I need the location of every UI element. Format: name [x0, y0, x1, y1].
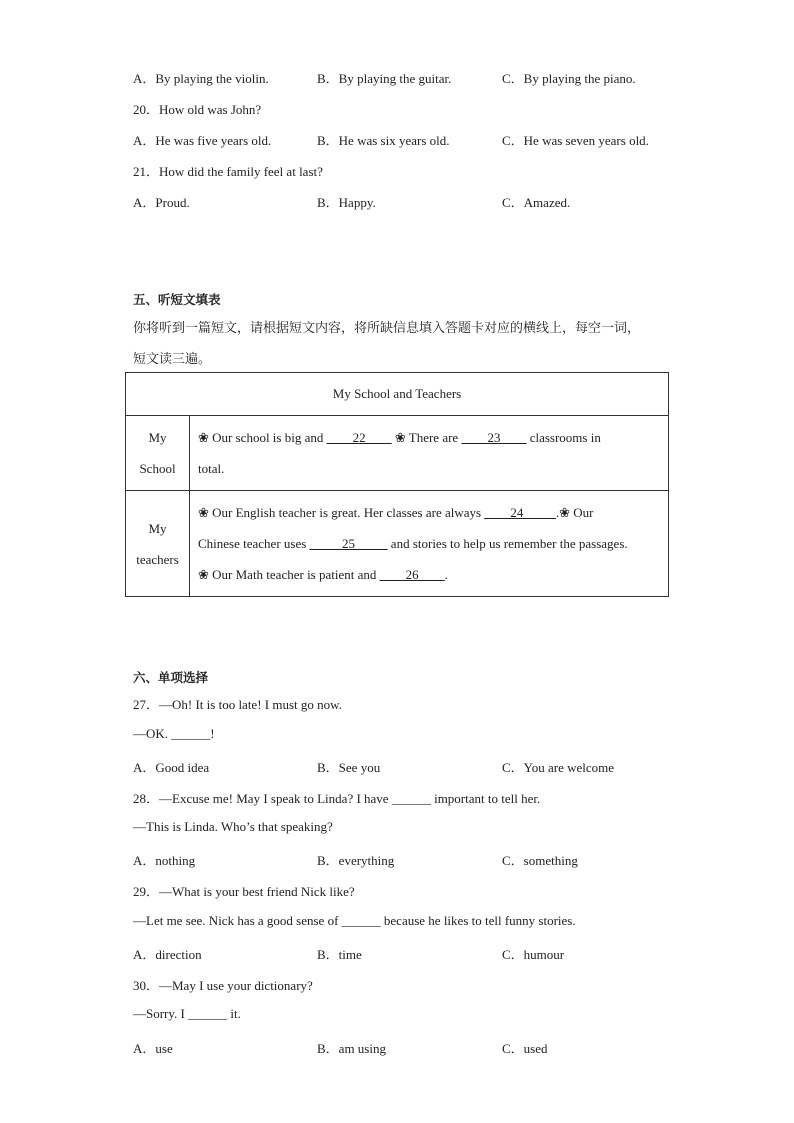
q21-stem: 21．How did the family feel at last?: [133, 164, 323, 179]
school-teachers-table: [125, 372, 669, 597]
q30-line2: —Sorry. I ______ it.: [133, 1006, 241, 1021]
teachers-text-3: Chinese teacher uses: [198, 536, 310, 551]
teachers-text-2: .❀ Our: [555, 505, 594, 520]
row-content-school: [190, 416, 669, 491]
q21-option-b[interactable]: B．Happy.: [317, 195, 376, 210]
blank-23[interactable]: ____23____: [461, 430, 527, 445]
q28-option-a[interactable]: A．nothing: [133, 853, 196, 868]
q29-option-b[interactable]: B．time: [317, 947, 362, 962]
school-text-2: ❀ There are: [391, 430, 462, 445]
q20-option-b[interactable]: B．He was six years old.: [317, 133, 450, 148]
q29-option-c[interactable]: C．humour: [502, 947, 565, 962]
school-text-3: classrooms in: [526, 430, 601, 445]
q20-option-c[interactable]: C．He was seven years old.: [502, 133, 649, 148]
q19-options: [133, 68, 693, 86]
q21-options: [133, 192, 693, 210]
q28-option-b[interactable]: B．everything: [317, 853, 395, 868]
section6-title: 六、单项选择: [133, 670, 209, 685]
table-row-school: [126, 416, 669, 491]
q29-line2: —Let me see. Nick has a good sense of ______ because he likes to tell funny stories.: [133, 913, 576, 928]
q19-option-b[interactable]: B．By playing the guitar.: [317, 71, 452, 86]
q28-options: [133, 850, 693, 868]
row-content-teachers: [190, 491, 669, 597]
q30-option-c[interactable]: C．used: [502, 1041, 548, 1056]
teachers-text-6: .: [444, 567, 448, 582]
q28-line2: —This is Linda. Who’s that speaking?: [133, 819, 333, 834]
row-label-teachers-line2: teachers: [136, 551, 179, 567]
teachers-text-4: and stories to help us remember the passages.: [387, 536, 628, 551]
blank-26[interactable]: ____26____: [379, 567, 445, 582]
q27-line2: —OK. ______!: [133, 726, 215, 741]
q29-options: [133, 944, 693, 962]
q20-option-a[interactable]: A．He was five years old.: [133, 133, 272, 148]
q30-options: [133, 1038, 693, 1056]
teachers-text-5: ❀ Our Math teacher is patient and: [198, 567, 380, 582]
q30-option-b[interactable]: B．am using: [317, 1041, 386, 1056]
q27-options: [133, 757, 693, 775]
q27-option-a[interactable]: A．Good idea: [133, 760, 210, 775]
q20-options: [133, 130, 693, 148]
q27-line1: 27．—Oh! It is too late! I must go now.: [133, 697, 342, 712]
blank-24[interactable]: ____24_____: [484, 505, 556, 520]
q21-option-a[interactable]: A．Proud.: [133, 195, 190, 210]
row-label-school: [126, 416, 190, 491]
row-label-teachers-line1: My: [148, 520, 167, 536]
table-header: My School and Teachers: [126, 373, 669, 416]
q30-option-a[interactable]: A．use: [133, 1041, 173, 1056]
section5-title: 五、听短文填表: [133, 292, 221, 307]
blank-25[interactable]: _____25_____: [309, 536, 388, 551]
q28-line1: 28．—Excuse me! May I speak to Linda? I have ______ important to tell her.: [133, 791, 541, 806]
school-text-4: total.: [198, 461, 225, 476]
q19-option-a[interactable]: A．By playing the violin.: [133, 71, 269, 86]
table-row-teachers: [126, 491, 669, 597]
q29-line1: 29．—What is your best friend Nick like?: [133, 884, 355, 899]
q29-option-a[interactable]: A．direction: [133, 947, 202, 962]
school-text-1: ❀ Our school is big and: [198, 430, 327, 445]
q30-line1: 30．—May I use your dictionary?: [133, 978, 313, 993]
row-label-school-line2: School: [139, 461, 176, 476]
q19-option-c[interactable]: C．By playing the piano.: [502, 71, 636, 86]
q20-stem: 20．How old was John?: [133, 102, 262, 117]
q28-option-c[interactable]: C．something: [502, 853, 578, 868]
row-label-school-line1: My: [148, 430, 167, 445]
section5-instruction-line1: 你将听到一篇短文，请根据短文内容，将所缺信息填入答题卡对应的横线上，每空一词，: [133, 321, 641, 336]
q27-option-c[interactable]: C．You are welcome: [502, 760, 615, 775]
teachers-text-1: ❀ Our English teacher is great. Her classes are always: [198, 505, 485, 520]
q21-option-c[interactable]: C．Amazed.: [502, 195, 571, 210]
blank-22[interactable]: ____22____: [326, 430, 392, 445]
section5-instruction-line2: 短文读三遍。: [133, 352, 212, 367]
row-label-teachers: [126, 491, 190, 597]
q27-option-b[interactable]: B．See you: [317, 760, 381, 775]
